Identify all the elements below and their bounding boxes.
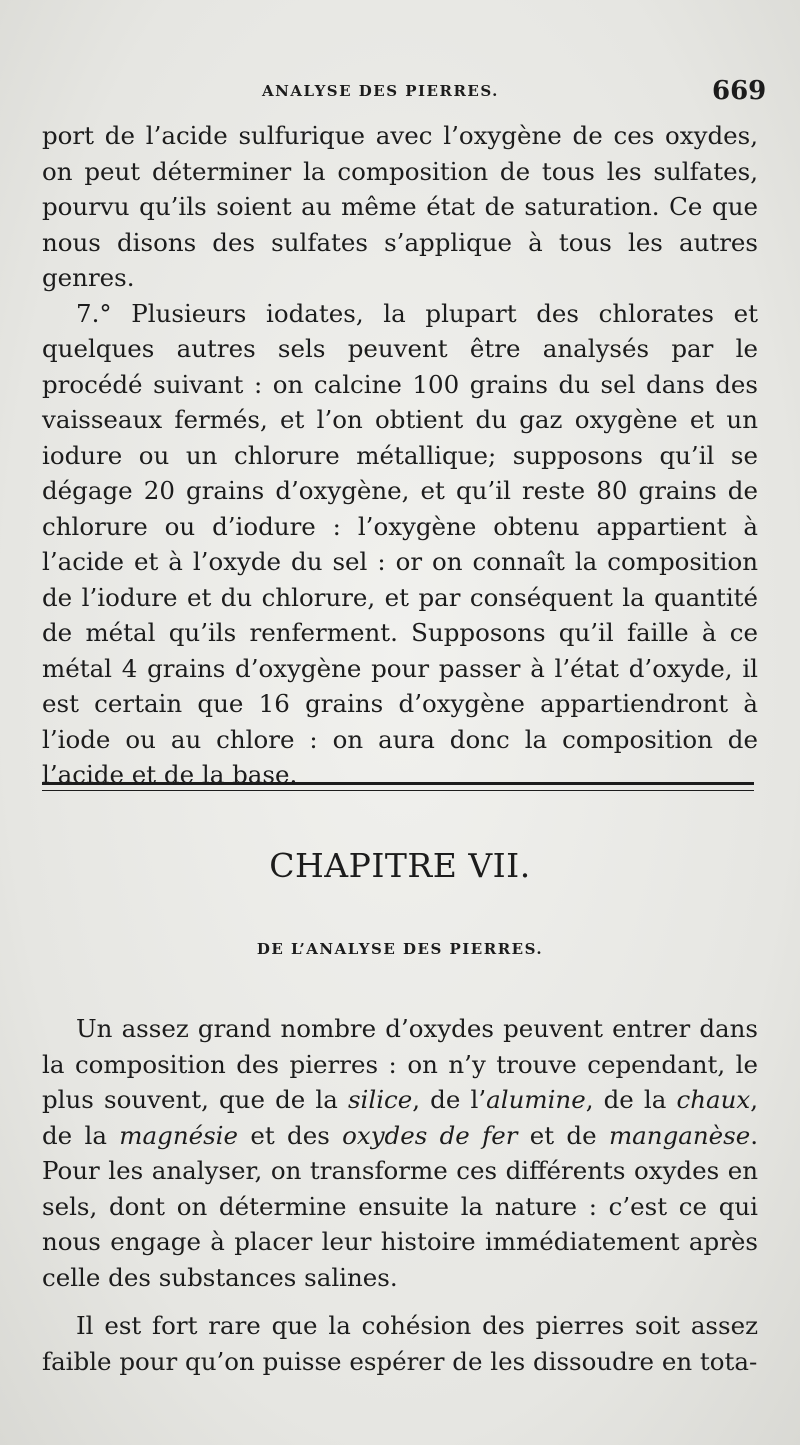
intro-text-2: , de l’ — [412, 1085, 487, 1114]
running-head — [0, 76, 800, 106]
chapter-subtitle: DE L’ANALYSE DES PIERRES. — [256, 940, 544, 958]
term-chaux: chaux — [676, 1085, 751, 1114]
chapter-title: CHAPITRE VII. — [269, 846, 531, 885]
upper-text-block — [42, 118, 758, 793]
paragraph-gap — [42, 1295, 758, 1308]
intro-text-5: et des — [238, 1120, 343, 1150]
term-oxydes-de-fer: oxydes de fer — [342, 1120, 518, 1150]
term-alumine: alumine — [486, 1085, 586, 1114]
continued-paragraph: port de l’acide sulfurique avec l’oxygène de ces oxydes, on peut déterminer la composition de tous les sulfates, pourvu qu’ils soient au même état de saturation. Ce que nous disons des sulfates s’applique à tous les autres genres. — [42, 121, 758, 292]
term-manganese: manganèse — [608, 1120, 751, 1150]
running-title: ANALYSE DES PIERRES. — [262, 82, 499, 100]
term-magnesie: magnésie — [119, 1120, 239, 1150]
intro-text-3: , de la — [585, 1085, 677, 1114]
paragraph-7: 7.° Plusieurs iodates, la plupart des chlorates et quelques autres sels peuvent être analysés par le procédé suivant : on calcine 100 grains du sel dans des vaisseaux fermés, et l’on obtient du gaz oxygène et un iodure ou un chlorure métallique; supposons qu’il se dégage 20 grains d’oxygène, et qu’il reste 80 grains de chlorure ou d’iodure : l’oxygène obtenu appartient à l’acide et à l’oxyde du sel : or on connaît la composition de l’iodure et du chlorure, et par conséquent la quantité de métal qu’ils renferment. Supposons qu’il faille à ce métal 4 grains d’oxygène pour passer à l’état d’oxyde, il est certain que 16 grains d’oxygène appartiendront à l’iode ou au chlore : on aura donc la composition de l’acide et de la base. — [42, 298, 758, 789]
lower-text-block — [42, 1011, 758, 1379]
intro-text-4: , de la — [42, 1085, 759, 1150]
last-paragraph: Il est fort rare que la cohésion des pierres soit assez faible pour qu’on puisse espérer de les dissoudre en tota- — [42, 1311, 758, 1376]
intro-text-6: et de — [517, 1120, 609, 1150]
intro-paragraph — [42, 1011, 758, 1295]
intro-text-1: Un assez grand nombre d’oxydes peuvent entrer dans la composition des pierres : on n’y trouve cependant, le plus souvent, que de la — [42, 1014, 758, 1114]
term-silice: silice — [347, 1085, 413, 1114]
page-number: 669 — [712, 76, 767, 106]
intro-text-7: . Pour les analyser, on transforme ces différents oxydes en sels, dont on détermine ensuite la nature : c’est ce qui nous engage à placer leur histoire immédiatement après celle des substances salines. — [42, 1120, 759, 1292]
double-rule-divider — [42, 782, 754, 791]
